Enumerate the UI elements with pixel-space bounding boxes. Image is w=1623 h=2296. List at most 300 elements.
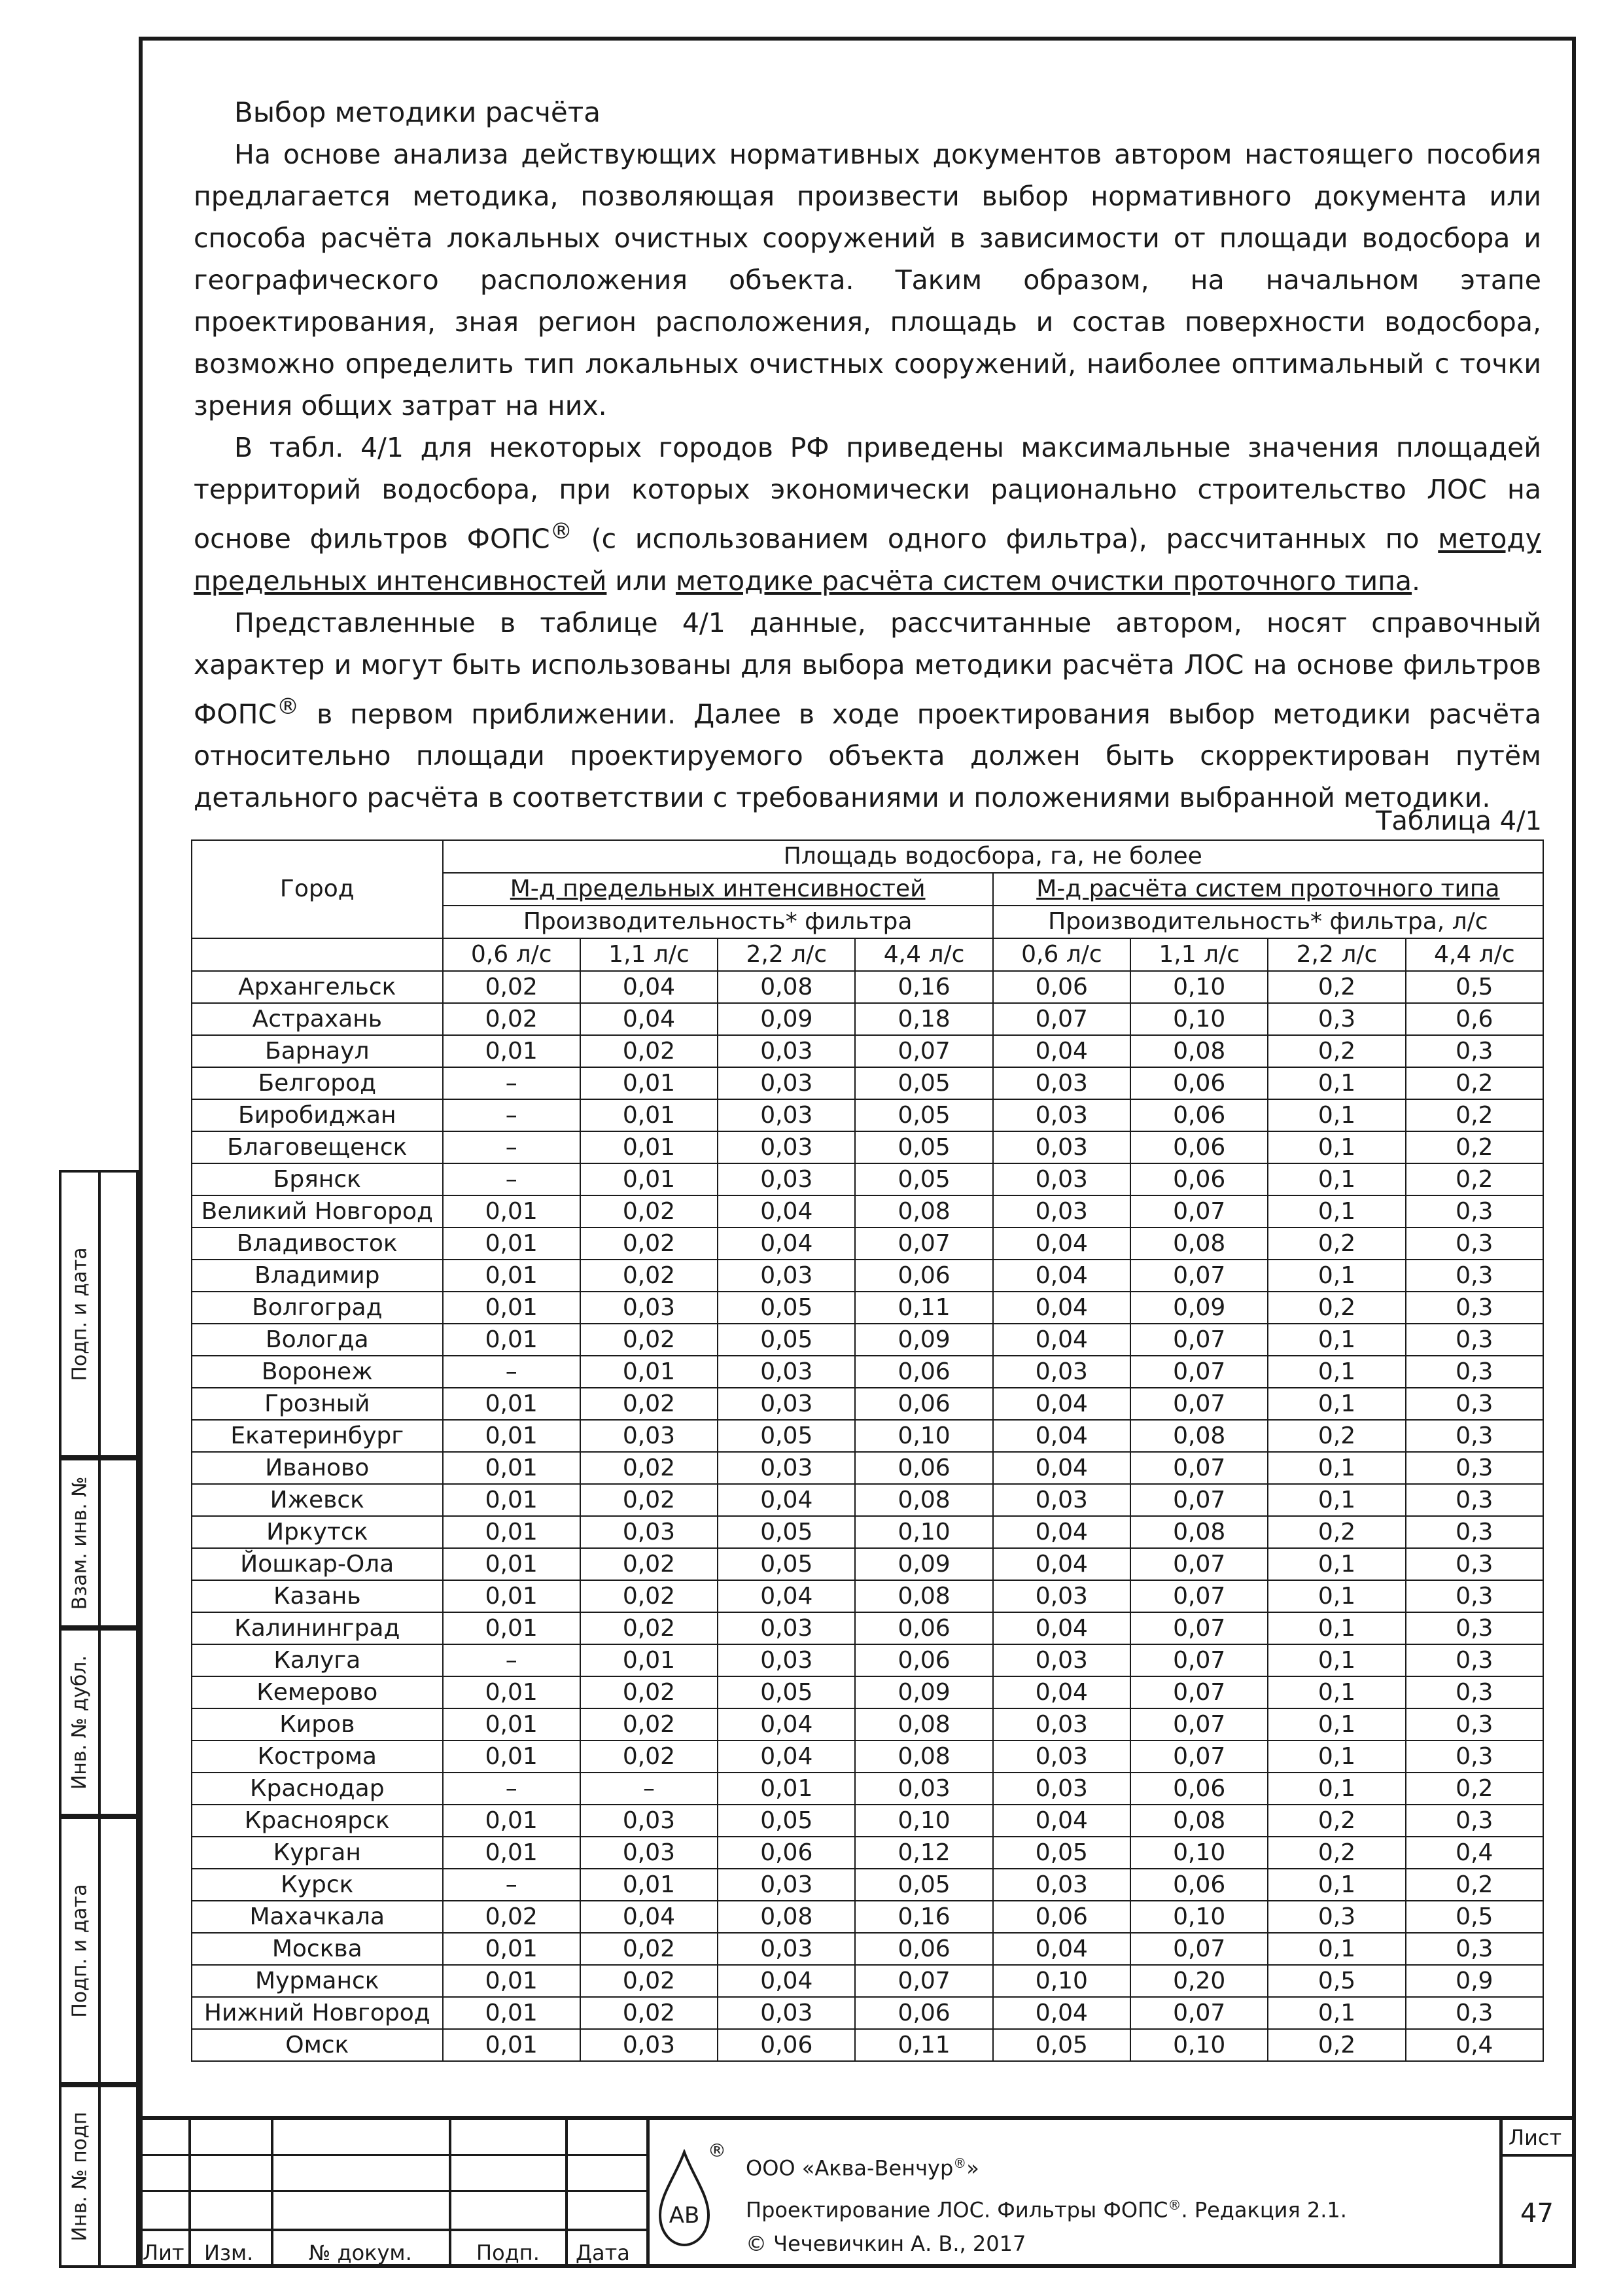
table-row [192, 1837, 1543, 1869]
table-row [192, 1516, 1543, 1548]
value-cell: 0,3 [1406, 1195, 1543, 1227]
city-cell: Курск [192, 1869, 443, 1901]
city-cell: Екатеринбург [192, 1420, 443, 1452]
value-cell: 0,1 [1268, 1644, 1405, 1676]
table-row [192, 1773, 1543, 1805]
value-cell: 0,3 [1406, 1292, 1543, 1324]
value-cell: 0,3 [1406, 1548, 1543, 1580]
flow-header-cell: 1,1 л/с [1130, 938, 1268, 971]
value-cell: 0,07 [1130, 1548, 1268, 1580]
table-row [192, 1484, 1543, 1516]
value-cell: 0,3 [1406, 1324, 1543, 1356]
value-cell: 0,3 [1406, 1227, 1543, 1260]
sheet-label: Лист [1509, 2125, 1562, 2150]
value-cell: 0,04 [993, 1676, 1130, 1708]
city-cell: Волгоград [192, 1292, 443, 1324]
value-cell: 0,02 [443, 1003, 580, 1035]
value-cell: 0,1 [1268, 1067, 1405, 1099]
city-cell: Владивосток [192, 1227, 443, 1260]
value-cell: 0,03 [993, 1773, 1130, 1805]
city-header: Город [192, 840, 443, 938]
stub-label: Взам. инв. № [68, 1476, 92, 1610]
value-cell: 0,3 [1406, 1420, 1543, 1452]
value-cell: 0,05 [855, 1099, 992, 1131]
flow-header-cell: 2,2 л/с [1268, 938, 1405, 971]
value-cell: 0,03 [718, 1388, 855, 1420]
city-cell: Иркутск [192, 1516, 443, 1548]
logo-letters: АВ [669, 2202, 700, 2229]
city-cell: Москва [192, 1933, 443, 1965]
value-cell: 0,1 [1268, 1676, 1405, 1708]
value-cell: 0,03 [718, 1131, 855, 1163]
value-cell: 0,07 [993, 1003, 1130, 1035]
stub-replace-inv [59, 1458, 139, 1628]
value-cell: 0,04 [993, 1997, 1130, 2029]
value-cell: 0,08 [718, 971, 855, 1003]
paragraph-1: На основе анализа действующих нормативных документов автором настоящего пособия предлагается методика, позволяющая произвести выбор нормативного документа или способа расчёта локальных очистных сооружений в зависимости от площади водосбора и географического расположения объекта. Таким образом, на начальном этапе проектирования, зная регион расположения, площадь и состав поверхности водосбора, возможно определить тип локальных очистных сооружений, наиболее оптимальный с точки зрения общих затрат на них. [194, 139, 1541, 421]
value-cell: 0,06 [855, 1388, 992, 1420]
value-cell: 0,11 [855, 2029, 992, 2061]
value-cell: 0,08 [855, 1484, 992, 1516]
value-cell: 0,05 [718, 1516, 855, 1548]
table-row [192, 1452, 1543, 1484]
value-cell: 0,04 [993, 1227, 1130, 1260]
value-cell: 0,01 [443, 1708, 580, 1740]
value-cell: 0,3 [1406, 1035, 1543, 1067]
value-cell: 0,01 [443, 1676, 580, 1708]
value-cell: 0,02 [443, 1901, 580, 1933]
value-cell: 0,1 [1268, 1324, 1405, 1356]
value-cell: 0,04 [993, 1035, 1130, 1067]
value-cell: 0,06 [1130, 1131, 1268, 1163]
value-cell: 0,04 [993, 1420, 1130, 1452]
value-cell: 0,1 [1268, 1773, 1405, 1805]
city-cell: Астрахань [192, 1003, 443, 1035]
value-cell: 0,09 [1130, 1292, 1268, 1324]
value-cell: 0,01 [580, 1356, 718, 1388]
value-cell: 0,01 [443, 1965, 580, 1997]
city-cell: Владимир [192, 1260, 443, 1292]
value-cell: 0,01 [443, 1292, 580, 1324]
city-cell: Белгород [192, 1067, 443, 1099]
value-cell: 0,3 [1268, 1003, 1405, 1035]
value-cell: 0,04 [993, 1292, 1130, 1324]
value-cell: 0,02 [580, 1676, 718, 1708]
value-cell: 0,02 [580, 1484, 718, 1516]
value-cell: 0,03 [718, 1260, 855, 1292]
value-cell: 0,06 [855, 1933, 992, 1965]
value-cell: 0,04 [993, 1452, 1130, 1484]
table-row [192, 1099, 1543, 1131]
value-cell: 0,08 [1130, 1805, 1268, 1837]
project-name: Проектирование ЛОС. Фильтры ФОПС®. Редакция 2.1. [746, 2197, 1347, 2223]
city-cell: Иваново [192, 1452, 443, 1484]
value-cell: – [443, 1163, 580, 1195]
value-cell: 0,06 [993, 1901, 1130, 1933]
value-cell: 0,02 [580, 1933, 718, 1965]
value-cell: 0,03 [993, 1356, 1130, 1388]
link-limit-intensity-method[interactable]: методу предельных интенсивностей [194, 523, 1541, 597]
method2-header: М-д расчёта систем проточного типа [993, 873, 1543, 906]
value-cell: 0,01 [580, 1099, 718, 1131]
value-cell: 0,07 [855, 1035, 992, 1067]
value-cell: 0,06 [1130, 1099, 1268, 1131]
value-cell: 0,01 [443, 1740, 580, 1773]
city-cell: Киров [192, 1708, 443, 1740]
value-cell: 0,2 [1406, 1773, 1543, 1805]
value-cell: 0,04 [993, 1805, 1130, 1837]
sheet-number: 47 [1520, 2199, 1554, 2229]
value-cell: 0,02 [580, 1324, 718, 1356]
value-cell: 0,03 [718, 1869, 855, 1901]
value-cell: – [443, 1099, 580, 1131]
value-cell: 0,08 [855, 1708, 992, 1740]
value-cell: 0,2 [1406, 1067, 1543, 1099]
table-row [192, 1356, 1543, 1388]
table-row [192, 1805, 1543, 1837]
value-cell: 0,3 [1406, 1484, 1543, 1516]
value-cell: 0,03 [718, 1099, 855, 1131]
city-cell: Омск [192, 2029, 443, 2061]
value-cell: 0,07 [1130, 1580, 1268, 1612]
value-cell: 0,07 [1130, 1740, 1268, 1773]
table-body [192, 971, 1543, 2061]
table-row [192, 1548, 1543, 1580]
value-cell: 0,01 [443, 2029, 580, 2061]
value-cell: 0,3 [1406, 1740, 1543, 1773]
city-cell: Калининград [192, 1612, 443, 1644]
city-cell: Архангельск [192, 971, 443, 1003]
value-cell: 0,04 [718, 1740, 855, 1773]
value-cell: 0,05 [993, 2029, 1130, 2061]
value-cell: 0,05 [993, 1837, 1130, 1869]
value-cell: 0,06 [855, 1612, 992, 1644]
value-cell: 0,1 [1268, 1260, 1405, 1292]
value-cell: 0,1 [1268, 1131, 1405, 1163]
value-cell: 0,01 [580, 1163, 718, 1195]
flow-header-cell: 0,6 л/с [443, 938, 580, 971]
table-row [192, 1163, 1543, 1195]
value-cell: 0,02 [580, 1035, 718, 1067]
value-cell: 0,1 [1268, 1195, 1405, 1227]
value-cell: 0,08 [1130, 1227, 1268, 1260]
value-cell: 0,03 [993, 1644, 1130, 1676]
paragraph-3: Представленные в таблице 4/1 данные, рассчитанные автором, носят справочный характер и могут быть использованы для выбора методики расчёта ЛОС на основе фильтров ФОПС® в первом приближении. Далее в ходе проектирования выбор методики расчёта относительно площади проектируемого объекта должен быть скорректирован путём детального расчёта в соответствии с требованиями и положениями выбранной методики. [194, 607, 1541, 814]
value-cell: – [443, 1644, 580, 1676]
table-row [192, 1227, 1543, 1260]
city-cell: Биробиджан [192, 1099, 443, 1131]
table-row [192, 971, 1543, 1003]
city-cell: Курган [192, 1837, 443, 1869]
flow-header-row [192, 938, 1543, 971]
value-cell: 0,1 [1268, 1484, 1405, 1516]
registered-mark: ® [550, 518, 572, 544]
value-cell: 0,06 [718, 1837, 855, 1869]
value-cell: 0,02 [580, 1260, 718, 1292]
value-cell: 0,3 [1406, 1580, 1543, 1612]
value-cell: 0,3 [1406, 1452, 1543, 1484]
value-cell: 0,07 [1130, 1484, 1268, 1516]
value-cell: 0,07 [1130, 1644, 1268, 1676]
value-cell: 0,01 [443, 1933, 580, 1965]
value-cell: 0,01 [443, 1837, 580, 1869]
flow-header-cell: 4,4 л/с [1406, 938, 1543, 971]
value-cell: – [443, 1869, 580, 1901]
value-cell: 0,03 [580, 1837, 718, 1869]
table-row [192, 1708, 1543, 1740]
value-cell: 0,10 [855, 1420, 992, 1452]
value-cell: 0,02 [580, 1612, 718, 1644]
flow-header-cell: 4,4 л/с [855, 938, 992, 971]
table-row [192, 1933, 1543, 1965]
value-cell: 0,05 [855, 1163, 992, 1195]
value-cell: 0,02 [580, 1708, 718, 1740]
value-cell: 0,1 [1268, 1452, 1405, 1484]
value-cell: 0,01 [443, 1805, 580, 1837]
table-row [192, 1195, 1543, 1227]
value-cell: 0,3 [1406, 1516, 1543, 1548]
value-cell: 0,07 [1130, 1676, 1268, 1708]
table-row [192, 1260, 1543, 1292]
table-row [192, 1420, 1543, 1452]
value-cell: 0,2 [1268, 2029, 1405, 2061]
value-cell: 0,04 [580, 1901, 718, 1933]
flow-header-cell: 0,6 л/с [993, 938, 1130, 971]
stub-orig-inv [59, 2085, 139, 2268]
table-row [192, 1324, 1543, 1356]
value-cell: 0,06 [1130, 1773, 1268, 1805]
value-cell: 0,3 [1406, 1933, 1543, 1965]
value-cell: 0,01 [580, 1644, 718, 1676]
value-cell: 0,03 [580, 1516, 718, 1548]
stub-sign-date-2 [59, 1816, 139, 2085]
table-row [192, 1003, 1543, 1035]
value-cell: 0,03 [993, 1099, 1130, 1131]
value-cell: 0,02 [580, 1452, 718, 1484]
value-cell: 0,02 [580, 1227, 718, 1260]
value-cell: 0,09 [718, 1003, 855, 1035]
table-row [192, 1131, 1543, 1163]
stub-dup-inv [59, 1628, 139, 1816]
copyright: © Чечевичкин А. В., 2017 [746, 2231, 1026, 2256]
value-cell: 0,02 [580, 1965, 718, 1997]
value-cell: 0,03 [993, 1067, 1130, 1099]
value-cell: 0,4 [1406, 2029, 1543, 2061]
value-cell: 0,02 [580, 1580, 718, 1612]
value-cell: 0,07 [855, 1227, 992, 1260]
value-cell: 0,03 [718, 1067, 855, 1099]
perf2-header: Производительность* фильтра, л/с [993, 906, 1543, 938]
value-cell: 0,02 [580, 1195, 718, 1227]
value-cell: 0,07 [1130, 1195, 1268, 1227]
aqua-venture-logo-icon [656, 2149, 712, 2248]
empty-header-cell [192, 938, 443, 971]
value-cell: 0,2 [1406, 1131, 1543, 1163]
value-cell: 0,03 [718, 1612, 855, 1644]
value-cell: 0,06 [855, 1997, 992, 2029]
value-cell: 0,4 [1406, 1837, 1543, 1869]
value-cell: 0,6 [1406, 1003, 1543, 1035]
value-cell: 0,03 [993, 1869, 1130, 1901]
value-cell: 0,03 [580, 1805, 718, 1837]
stub-label: Подп. и дата [68, 1246, 92, 1381]
value-cell: 0,01 [443, 1516, 580, 1548]
value-cell: 0,06 [1130, 1067, 1268, 1099]
value-cell: 0,07 [1130, 1612, 1268, 1644]
table-row [192, 1035, 1543, 1067]
value-cell: 0,3 [1406, 1388, 1543, 1420]
value-cell: 0,06 [855, 1356, 992, 1388]
value-cell: 0,04 [993, 1260, 1130, 1292]
value-cell: – [580, 1773, 718, 1805]
city-cell: Благовещенск [192, 1131, 443, 1163]
value-cell: 0,3 [1406, 1708, 1543, 1740]
col-doc-number: № докум. [309, 2240, 412, 2265]
link-flow-system-method[interactable]: методике расчёта систем очистки проточного типа [675, 565, 1412, 597]
value-cell: 0,07 [1130, 1997, 1268, 2029]
value-cell: 0,08 [1130, 1420, 1268, 1452]
value-cell: 0,1 [1268, 1356, 1405, 1388]
value-cell: 0,12 [855, 1837, 992, 1869]
value-cell: 0,04 [718, 1484, 855, 1516]
logo-registered-mark: ® [708, 2140, 726, 2161]
value-cell: 0,10 [1130, 1837, 1268, 1869]
value-cell: 0,3 [1406, 1676, 1543, 1708]
value-cell: 0,01 [443, 1484, 580, 1516]
col-signature: Подп. [476, 2240, 540, 2265]
value-cell: 0,05 [718, 1676, 855, 1708]
value-cell: 0,02 [580, 1548, 718, 1580]
value-cell: 0,10 [1130, 1901, 1268, 1933]
value-cell: 0,03 [718, 1997, 855, 2029]
value-cell: 0,04 [580, 971, 718, 1003]
value-cell: 0,06 [1130, 1163, 1268, 1195]
value-cell: 0,03 [993, 1740, 1130, 1773]
value-cell: 0,01 [443, 1388, 580, 1420]
city-cell: Брянск [192, 1163, 443, 1195]
value-cell: 0,03 [580, 1420, 718, 1452]
value-cell: 0,05 [718, 1805, 855, 1837]
city-cell: Мурманск [192, 1965, 443, 1997]
stub-label: Инв. № дубл. [68, 1655, 92, 1790]
value-cell: 0,04 [580, 1003, 718, 1035]
value-cell: 0,04 [718, 1708, 855, 1740]
city-cell: Махачкала [192, 1901, 443, 1933]
city-cell: Йошкар-Ола [192, 1548, 443, 1580]
value-cell: 0,03 [718, 1035, 855, 1067]
flow-header-cell: 1,1 л/с [580, 938, 718, 971]
value-cell: 0,07 [1130, 1708, 1268, 1740]
table-row [192, 1676, 1543, 1708]
value-cell: 0,1 [1268, 1869, 1405, 1901]
value-cell: 0,07 [1130, 1356, 1268, 1388]
value-cell: 0,04 [993, 1548, 1130, 1580]
table-row [192, 1388, 1543, 1420]
value-cell: 0,03 [718, 1644, 855, 1676]
value-cell: 0,07 [1130, 1260, 1268, 1292]
value-cell: 0,11 [855, 1292, 992, 1324]
value-cell: 0,01 [443, 1035, 580, 1067]
value-cell: 0,06 [1130, 1869, 1268, 1901]
stub-label: Инв. № подп [68, 2111, 92, 2241]
value-cell: 0,06 [855, 1260, 992, 1292]
value-cell: 0,01 [443, 1612, 580, 1644]
value-cell: 0,04 [993, 1324, 1130, 1356]
value-cell: 0,04 [993, 1933, 1130, 1965]
value-cell: 0,07 [1130, 1388, 1268, 1420]
value-cell: – [443, 1773, 580, 1805]
value-cell: 0,01 [443, 1227, 580, 1260]
value-cell: 0,06 [855, 1452, 992, 1484]
area-header: Площадь водосбора, га, не более [443, 840, 1543, 873]
value-cell: 0,06 [855, 1644, 992, 1676]
value-cell: 0,3 [1268, 1901, 1405, 1933]
value-cell: 0,2 [1406, 1163, 1543, 1195]
value-cell: 0,1 [1268, 1740, 1405, 1773]
body-text [194, 92, 1541, 819]
value-cell: 0,08 [855, 1195, 992, 1227]
value-cell: 0,3 [1406, 1997, 1543, 2029]
value-cell: 0,01 [580, 1869, 718, 1901]
value-cell: 0,07 [1130, 1324, 1268, 1356]
value-cell: – [443, 1131, 580, 1163]
value-cell: 0,05 [718, 1292, 855, 1324]
value-cell: 0,07 [1130, 1452, 1268, 1484]
paragraph-2: В табл. 4/1 для некоторых городов РФ приведены максимальные значения площадей территорий водосбора, при которых экономически рационально строительство ЛОС на основе фильтров ФОПС® (с использованием одного фильтра), рассчитанных по методу предельных интенсивностей или методике расчёта систем очистки проточного типа. [194, 432, 1541, 597]
value-cell: 0,05 [855, 1067, 992, 1099]
value-cell: 0,07 [855, 1965, 992, 1997]
city-cell: Ижевск [192, 1484, 443, 1516]
value-cell: 0,09 [855, 1548, 992, 1580]
value-cell: 0,2 [1268, 1516, 1405, 1548]
value-cell: 0,9 [1406, 1965, 1543, 1997]
col-change: Изм. [204, 2240, 254, 2265]
value-cell: 0,2 [1268, 1420, 1405, 1452]
company-name: ООО «Аква-Венчур®» [746, 2155, 979, 2181]
table-row [192, 1644, 1543, 1676]
value-cell: 0,3 [1406, 1805, 1543, 1837]
value-cell: 0,04 [718, 1195, 855, 1227]
value-cell: 0,04 [993, 1388, 1130, 1420]
value-cell: 0,01 [443, 1324, 580, 1356]
value-cell: 0,02 [580, 1388, 718, 1420]
value-cell: 0,16 [855, 1901, 992, 1933]
city-cell: Грозный [192, 1388, 443, 1420]
value-cell: 0,3 [1406, 1612, 1543, 1644]
table-row [192, 1740, 1543, 1773]
value-cell: 0,09 [855, 1324, 992, 1356]
value-cell: 0,01 [580, 1131, 718, 1163]
value-cell: 0,5 [1406, 1901, 1543, 1933]
city-cell: Воронеж [192, 1356, 443, 1388]
col-lit: Лит [143, 2240, 184, 2265]
value-cell: 0,02 [580, 1740, 718, 1773]
table-row [192, 1292, 1543, 1324]
value-cell: 0,02 [580, 1997, 718, 2029]
value-cell: 0,03 [718, 1356, 855, 1388]
value-cell: 0,03 [993, 1708, 1130, 1740]
value-cell: 0,01 [718, 1773, 855, 1805]
value-cell: 0,5 [1268, 1965, 1405, 1997]
value-cell: 0,05 [718, 1548, 855, 1580]
table-row [192, 1612, 1543, 1644]
col-date: Дата [576, 2240, 630, 2265]
value-cell: 0,1 [1268, 1388, 1405, 1420]
value-cell: 0,08 [1130, 1516, 1268, 1548]
value-cell: 0,03 [718, 1933, 855, 1965]
value-cell: 0,01 [443, 1260, 580, 1292]
value-cell: 0,2 [1268, 1035, 1405, 1067]
